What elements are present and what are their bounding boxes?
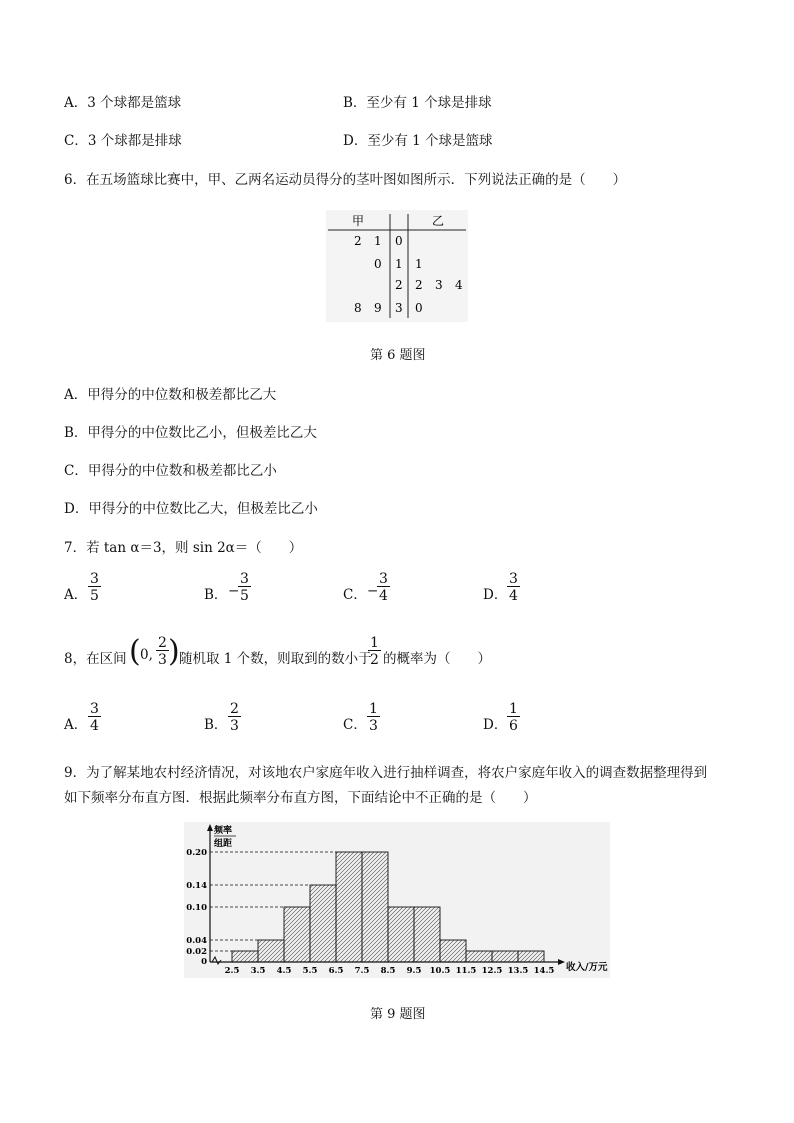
q8-option-a-label: A． — [64, 717, 88, 733]
x-tick-label-12: 14.5 — [533, 966, 555, 976]
q8-stem-part3: 的概率为（ ） — [383, 651, 491, 667]
q8-interval-end-fraction: $\frac{2}{3}$ — [158, 635, 167, 668]
q6-option-a: A．甲得分的中位数和极差都比乙大 — [64, 387, 277, 403]
stem-leaf-right-header: 乙 — [432, 214, 445, 228]
x-tick-label-6: 8.5 — [380, 966, 396, 976]
leaf-right-r1-0: 1 — [415, 257, 423, 271]
x-tick-label-4: 6.5 — [328, 966, 344, 976]
x-tick-label-5: 7.5 — [354, 966, 370, 976]
q7-option-d-label: D． — [483, 587, 508, 603]
x-axis-label: 收入/万元 — [566, 962, 608, 973]
y-label-bottom: 组距 — [214, 839, 233, 849]
q8-interval-right-paren: ) — [168, 634, 180, 669]
histogram-bar-4 — [336, 852, 362, 962]
q5-option-d: D．至少有 1 个球是篮球 — [343, 133, 493, 149]
histogram-bar-10 — [492, 951, 518, 962]
stem-leaf-plot — [326, 210, 468, 322]
q8-option-d-label: D． — [483, 717, 508, 733]
q7-option-c-sign: − — [367, 583, 379, 599]
y-label-top: 频率 — [214, 826, 233, 836]
leaf-left-r3-0: 8 — [354, 301, 362, 315]
q6-option-d: D．甲得分的中位数比乙大，但极差比乙小 — [64, 501, 318, 517]
q6-caption: 第 6 题图 — [370, 348, 426, 363]
q7-option-c-fraction: $\frac{3}{4}$ — [379, 571, 388, 604]
x-tick-label-9: 11.5 — [455, 966, 477, 976]
q5-option-c: C．3 个球都是排球 — [64, 133, 182, 149]
stem-r3: 3 — [395, 301, 403, 315]
q5-option-a: A．3 个球都是篮球 — [64, 95, 182, 111]
histogram-bar-5 — [362, 852, 388, 962]
leaf-right-r3-0: 0 — [415, 301, 423, 315]
q8-stem-part2: 随机取 1 个数，则取到的数小于 — [179, 651, 372, 667]
q8-interval-left-paren: ( — [129, 634, 141, 669]
q8-option-b-label: B． — [204, 717, 228, 733]
q6-stem: 6．在五场篮球比赛中，甲、乙两名运动员得分的茎叶图如图所示．下列说法正确的是（ ） — [64, 172, 627, 188]
q9-stem-line2: 如下频率分布直方图．根据此频率分布直方图，下面结论中不正确的是（ ） — [64, 790, 537, 806]
leaf-left-r0-0: 2 — [354, 234, 362, 248]
q6-option-c: C．甲得分的中位数和极差都比乙小 — [64, 463, 277, 479]
x-tick-label-1: 3.5 — [250, 966, 266, 976]
y-tick-label-4: 0.14 — [186, 881, 207, 891]
histogram-bar-8 — [440, 940, 466, 962]
q8-interval-start: 0, — [140, 647, 153, 663]
y-axis-arrow-icon — [207, 824, 213, 831]
histogram-bar-3 — [310, 885, 336, 962]
histogram-bar-11 — [518, 951, 544, 962]
leaf-left-r1-0: 0 — [374, 257, 382, 271]
q8-half-fraction: $\frac{1}{2}$ — [370, 635, 379, 668]
stem-leaf-svg — [326, 210, 468, 322]
q7-option-b-sign: − — [228, 583, 240, 599]
histogram-bar-9 — [466, 951, 492, 962]
q9-stem-line1: 9．为了解某地农村经济情况，对该地农户家庭年收入进行抽样调查，将农户家庭年收入的调查数据整理得到 — [64, 765, 708, 781]
stem-leaf-left-header: 甲 — [352, 214, 365, 228]
histogram-bar-0 — [232, 951, 258, 962]
leaf-right-r2-1: 3 — [435, 278, 443, 292]
q8-option-b-fraction: $\frac{2}{3}$ — [230, 701, 239, 734]
histogram-bar-2 — [284, 907, 310, 962]
x-tick-label-7: 9.5 — [406, 966, 422, 976]
q7-stem: 7．若 tan α＝3，则 sin 2α＝（ ） — [64, 540, 303, 556]
x-tick-label-0: 2.5 — [224, 966, 240, 976]
q6-option-b: B．甲得分的中位数比乙小，但极差比乙大 — [64, 425, 317, 441]
histogram-bar-1 — [258, 940, 284, 962]
q8-option-c-label: C． — [343, 717, 367, 733]
q7-option-a-fraction: $\frac{3}{5}$ — [90, 571, 99, 604]
y-tick-label-3: 0.10 — [186, 903, 207, 913]
histogram-bar-7 — [414, 907, 440, 962]
q7-option-b-fraction: $\frac{3}{5}$ — [240, 571, 249, 604]
y-tick-label-5: 0.20 — [186, 848, 207, 858]
q9-caption: 第 9 题图 — [370, 1007, 426, 1022]
x-tick-label-3: 5.5 — [302, 966, 318, 976]
leaf-right-r2-0: 2 — [415, 278, 423, 292]
x-tick-label-2: 4.5 — [276, 966, 292, 976]
stem-r1: 1 — [395, 257, 403, 271]
leaf-left-r3-1: 9 — [374, 301, 382, 315]
stem-r2: 2 — [395, 278, 403, 292]
q5-option-b: B．至少有 1 个球是排球 — [343, 95, 492, 111]
x-tick-label-11: 13.5 — [507, 966, 529, 976]
y-tick-label-2: 0.04 — [186, 936, 207, 946]
q7-option-c-label: C． — [343, 587, 367, 603]
y-tick-label-0: 0 — [201, 957, 207, 967]
x-axis-arrow-icon — [558, 959, 565, 965]
stem-r0: 0 — [395, 234, 403, 248]
histogram-chart — [184, 822, 610, 978]
q7-option-a-label: A． — [64, 587, 88, 603]
q8-option-d-fraction: $\frac{1}{6}$ — [509, 701, 518, 734]
x-tick-label-8: 10.5 — [429, 966, 451, 976]
q7-option-b-label: B． — [204, 587, 228, 603]
leaf-right-r2-2: 4 — [455, 278, 463, 292]
leaf-left-r0-1: 1 — [374, 234, 382, 248]
histogram-bar-6 — [388, 907, 414, 962]
q7-option-d-fraction: $\frac{3}{4}$ — [509, 571, 518, 604]
histogram-svg — [184, 822, 610, 978]
axis-break-icon — [212, 957, 221, 964]
x-tick-label-10: 12.5 — [481, 966, 503, 976]
y-tick-label-1: 0.02 — [186, 947, 207, 957]
q8-option-a-fraction: $\frac{3}{4}$ — [90, 701, 99, 734]
q8-stem-part1: 8，在区间 — [64, 651, 127, 667]
q8-option-c-fraction: $\frac{1}{3}$ — [369, 701, 378, 734]
